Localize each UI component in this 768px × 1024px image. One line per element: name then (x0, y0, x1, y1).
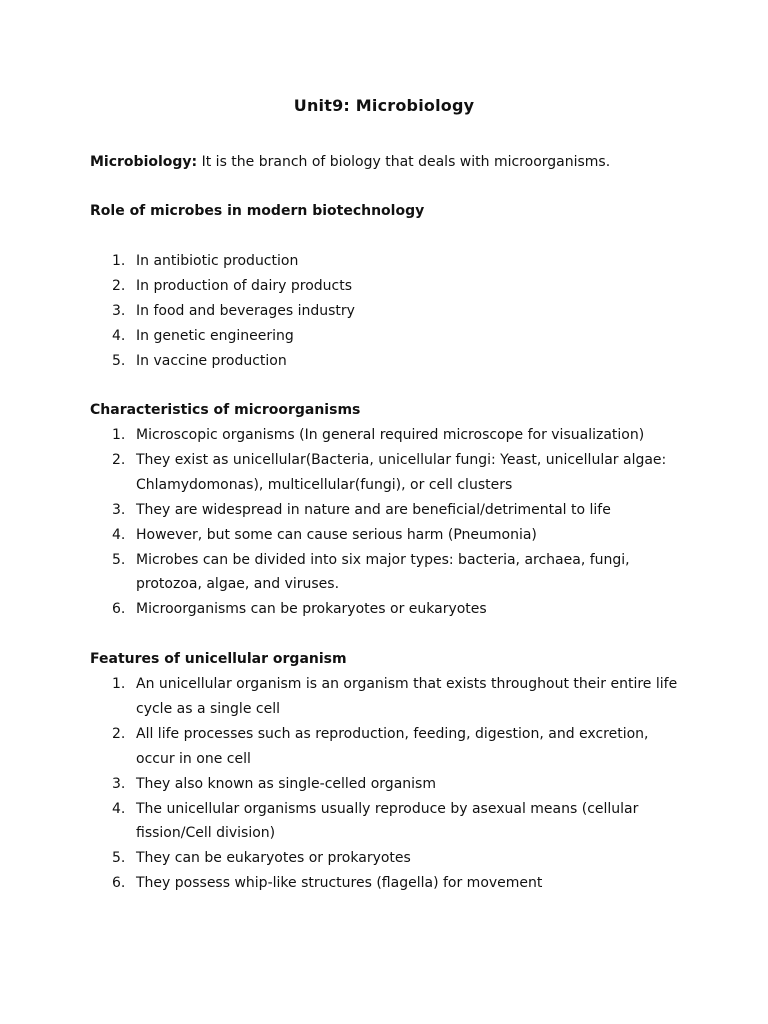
list-item-number: 1. (112, 427, 126, 443)
list-item-number: 5. (112, 352, 126, 369)
list-item-text: All life processes such as reproduction, feeding, digestion, and excretion, occur in one cell (136, 725, 649, 767)
list-item (90, 672, 690, 722)
list-item (90, 846, 690, 871)
list-item (90, 498, 690, 523)
list-item-text: In antibiotic production (136, 253, 299, 269)
list-item-number: 2. (112, 451, 126, 468)
list-item (90, 349, 690, 374)
list-item (90, 722, 690, 772)
unicellular-features-list (90, 672, 690, 896)
list-item (90, 423, 690, 448)
list-item-number: 2. (112, 725, 126, 742)
list-item (90, 797, 690, 847)
list-item-number: 6. (112, 601, 126, 618)
list-item (90, 274, 690, 299)
list-item-text: They possess whip-like structures (flagella) for movement (136, 875, 543, 892)
list-item-text: They also known as single-celled organism (136, 775, 436, 792)
list-item-number: 3. (112, 775, 126, 792)
definition-paragraph (90, 150, 610, 175)
list-item-number: 6. (112, 875, 126, 892)
list-item-text: Microbes can be divided into six major types: bacteria, archaea, fungi, protozoa, algae, and viruses. (136, 551, 630, 593)
list-item-text: In genetic engineering (136, 327, 294, 344)
list-item-text: Microscopic organisms (In general required microscope for visualization) (136, 427, 645, 443)
list-item (90, 548, 690, 598)
list-item (90, 324, 690, 349)
list-item-text: The unicellular organisms usually reproduce by asexual means (cellular fission/Cell division) (136, 800, 639, 842)
list-item (90, 299, 690, 324)
list-item-text: An unicellular organism is an organism that exists throughout their entire life cycle as a single cell (136, 676, 678, 717)
characteristics-list (90, 423, 690, 622)
list-item-text: In production of dairy products (136, 277, 353, 294)
list-item-number: 1. (112, 676, 126, 692)
list-item-text: However, but some can cause serious harm (Pneumonia) (136, 526, 537, 543)
list-item (90, 871, 690, 896)
list-item-text: In vaccine production (136, 352, 287, 369)
list-item-number: 1. (112, 253, 126, 269)
list-item (90, 249, 690, 274)
list-item-text: They can be eukaryotes or prokaryotes (136, 850, 411, 867)
list-item-number: 4. (112, 327, 126, 344)
list-item (90, 448, 690, 498)
list-item (90, 597, 690, 622)
list-item-number: 4. (112, 526, 126, 543)
section-heading-role-of-microbes: Role of microbes in modern biotechnology (90, 203, 425, 219)
list-item-number: 3. (112, 302, 126, 319)
page-title: Unit9: Microbiology (293, 96, 475, 115)
list-item-text: Microorganisms can be prokaryotes or eukaryotes (136, 601, 487, 618)
role-of-microbes-list (90, 249, 690, 374)
list-item (90, 772, 690, 797)
section-heading-characteristics: Characteristics of microorganisms (90, 402, 361, 418)
definition-term: Microbiology: (90, 154, 198, 170)
list-item-number: 5. (112, 850, 126, 867)
list-item-text: They are widespread in nature and are beneficial/detrimental to life (136, 501, 611, 518)
list-item-number: 2. (112, 277, 126, 294)
list-item-number: 3. (112, 501, 126, 518)
list-item-text: In food and beverages industry (136, 302, 355, 319)
list-item (90, 523, 690, 548)
definition-text: It is the branch of biology that deals with microorganisms. (197, 154, 611, 170)
list-item-number: 5. (112, 551, 126, 568)
list-item-number: 4. (112, 800, 126, 817)
list-item-text: They exist as unicellular(Bacteria, unicellular fungi: Yeast, unicellular algae: Chlamydomonas), multicellular(fungi), or cell clusters (136, 451, 667, 493)
section-heading-unicellular-features: Features of unicellular organism (90, 651, 347, 667)
